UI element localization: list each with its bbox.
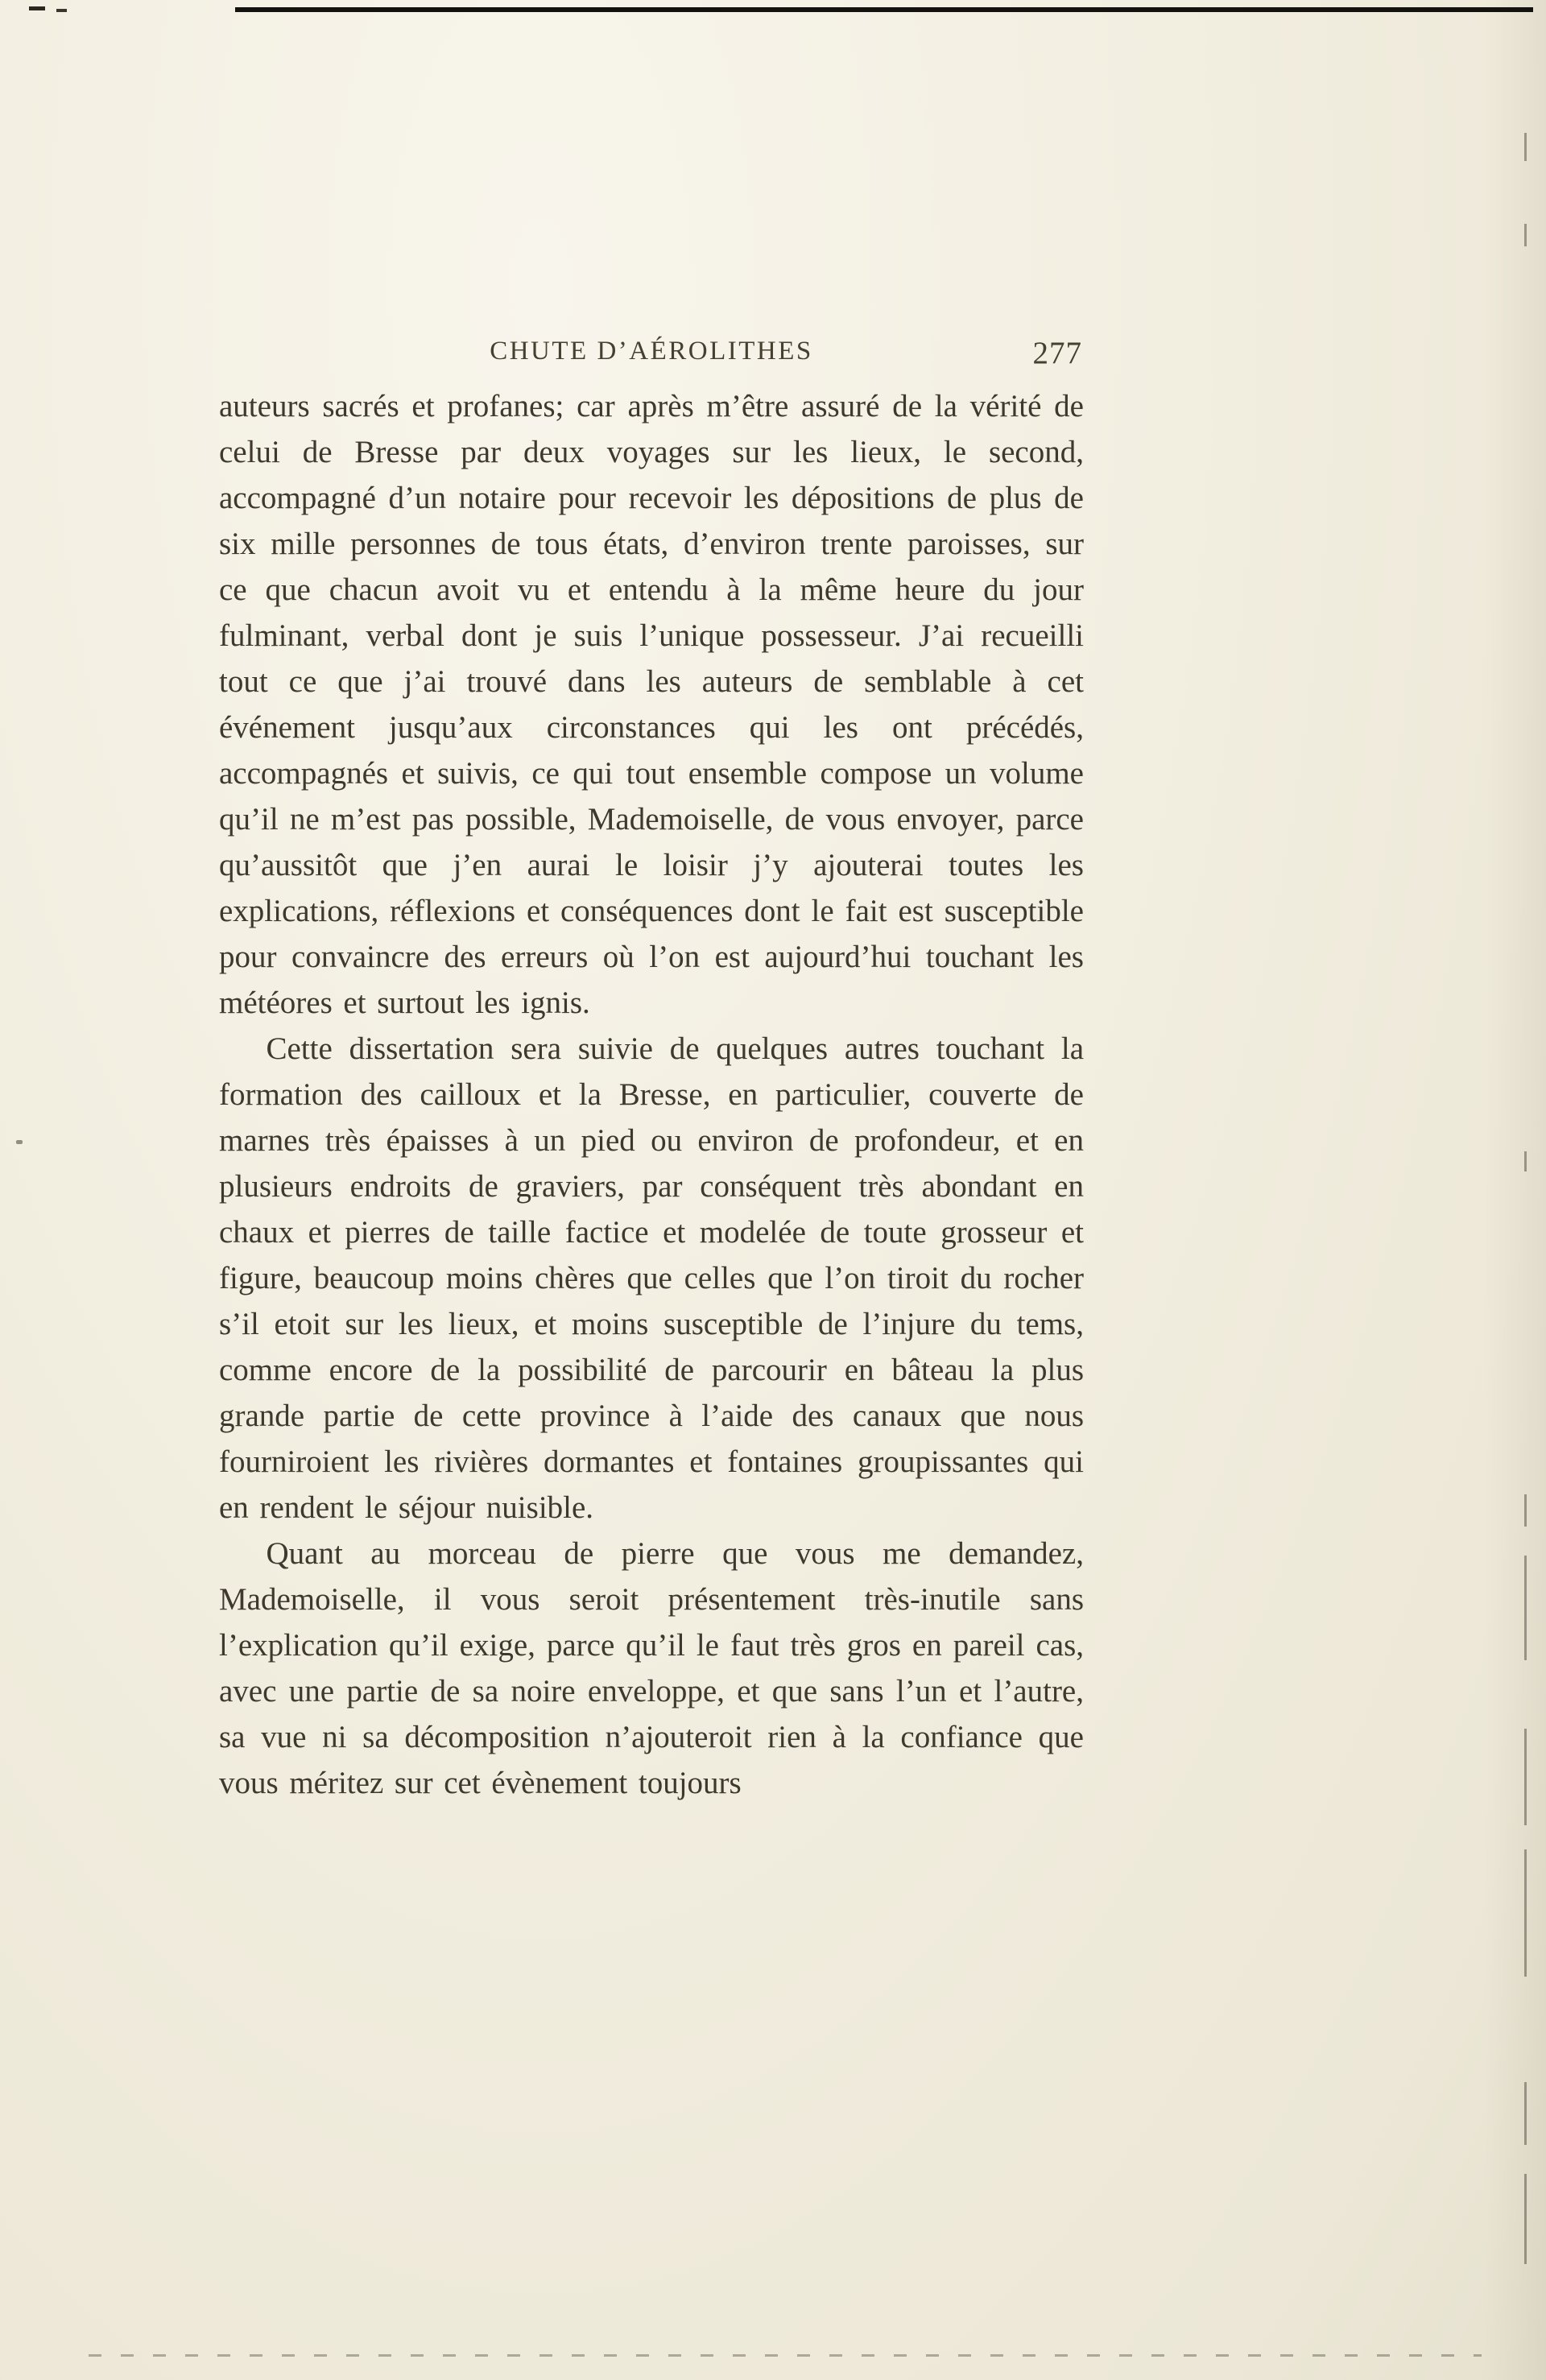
scan-bottom-dashes xyxy=(89,2354,1482,2357)
scan-edge-tick xyxy=(1524,1151,1527,1171)
body-text xyxy=(219,383,1084,1806)
running-head xyxy=(219,337,1084,374)
page-title: CHUTE D’AÉROLITHES xyxy=(490,337,813,366)
scan-margin-dot xyxy=(16,1140,23,1144)
page-number: 277 xyxy=(1032,336,1082,370)
scan-edge-tick xyxy=(1524,1849,1527,1977)
scan-edge-tick xyxy=(1524,1494,1527,1527)
paragraph: Cette dissertation sera suivie de quelques autres touchant la formation des cailloux et la Bresse, en particulier, couverte de marnes très épaisses à un pied ou environ de profondeur, et en plusieurs endroits de graviers, par conséquent très abondant en chaux et pierres de taille factice et modelée de toute grosseur et figure, beaucoup moins chères que celles que l’on tiroit du rocher s’il etoit sur les lieux, et moins susceptible de l’injure du tems, comme encore de la possibilité de parcourir en bâteau la plus grande partie de cette province à l’aide des canaux que nous fourniroient les rivières dormantes et fontaines groupissantes qui en rendent le séjour nuisible. xyxy=(219,1031,1084,1525)
scan-edge-tick xyxy=(1524,1729,1527,1825)
scan-edge-tick xyxy=(1524,1556,1527,1660)
scan-edge-tick xyxy=(1524,2174,1527,2264)
scan-top-rule xyxy=(235,7,1533,12)
scan-edge-tick xyxy=(1524,2082,1527,2145)
scan-top-dash xyxy=(29,6,45,10)
paragraph: auteurs sacrés et profanes; car après m’être assuré de la vérité de celui de Bresse par deux voyages sur les lieux, le second, accompagné d’un notaire pour recevoir les dépositions de plus de six mille personnes de tous états, d’environ trente paroisses, sur ce que chacun avoit vu et entendu à la même heure du jour fulminant, verbal dont je suis l’unique possesseur. J’ai recueilli tout ce que j’ai trouvé dans les auteurs de semblable à cet événement jusqu’aux circonstances qui les ont précédés, accompagnés et suivis, ce qui tout ensemble compose un volume qu’il ne m’est pas possible, Mademoiselle, de vous envoyer, parce qu’aussitôt que j’en aurai le loisir j’y ajouterai toutes les explications, réflexions et conséquences dont le fait est susceptible pour convaincre des erreurs où l’on est aujourd’hui touchant les météores et surtout les ignis. xyxy=(219,389,1084,1020)
scan-top-dash xyxy=(56,9,67,12)
scan-edge-tick xyxy=(1524,224,1527,246)
scan-edge-tick xyxy=(1524,133,1527,161)
paragraph: Quant au morceau de pierre que vous me demandez, Mademoiselle, il vous seroit présentement très-inutile sans l’explication qu’il exige, parce qu’il le faut très gros en pareil cas, avec une partie de sa noire enveloppe, et que sans l’un et l’autre, sa vue ni sa décomposition n’ajouteroit rien à la confiance que vous méritez sur cet évènement toujours xyxy=(219,1536,1084,1800)
page-text-block xyxy=(219,337,1084,1806)
